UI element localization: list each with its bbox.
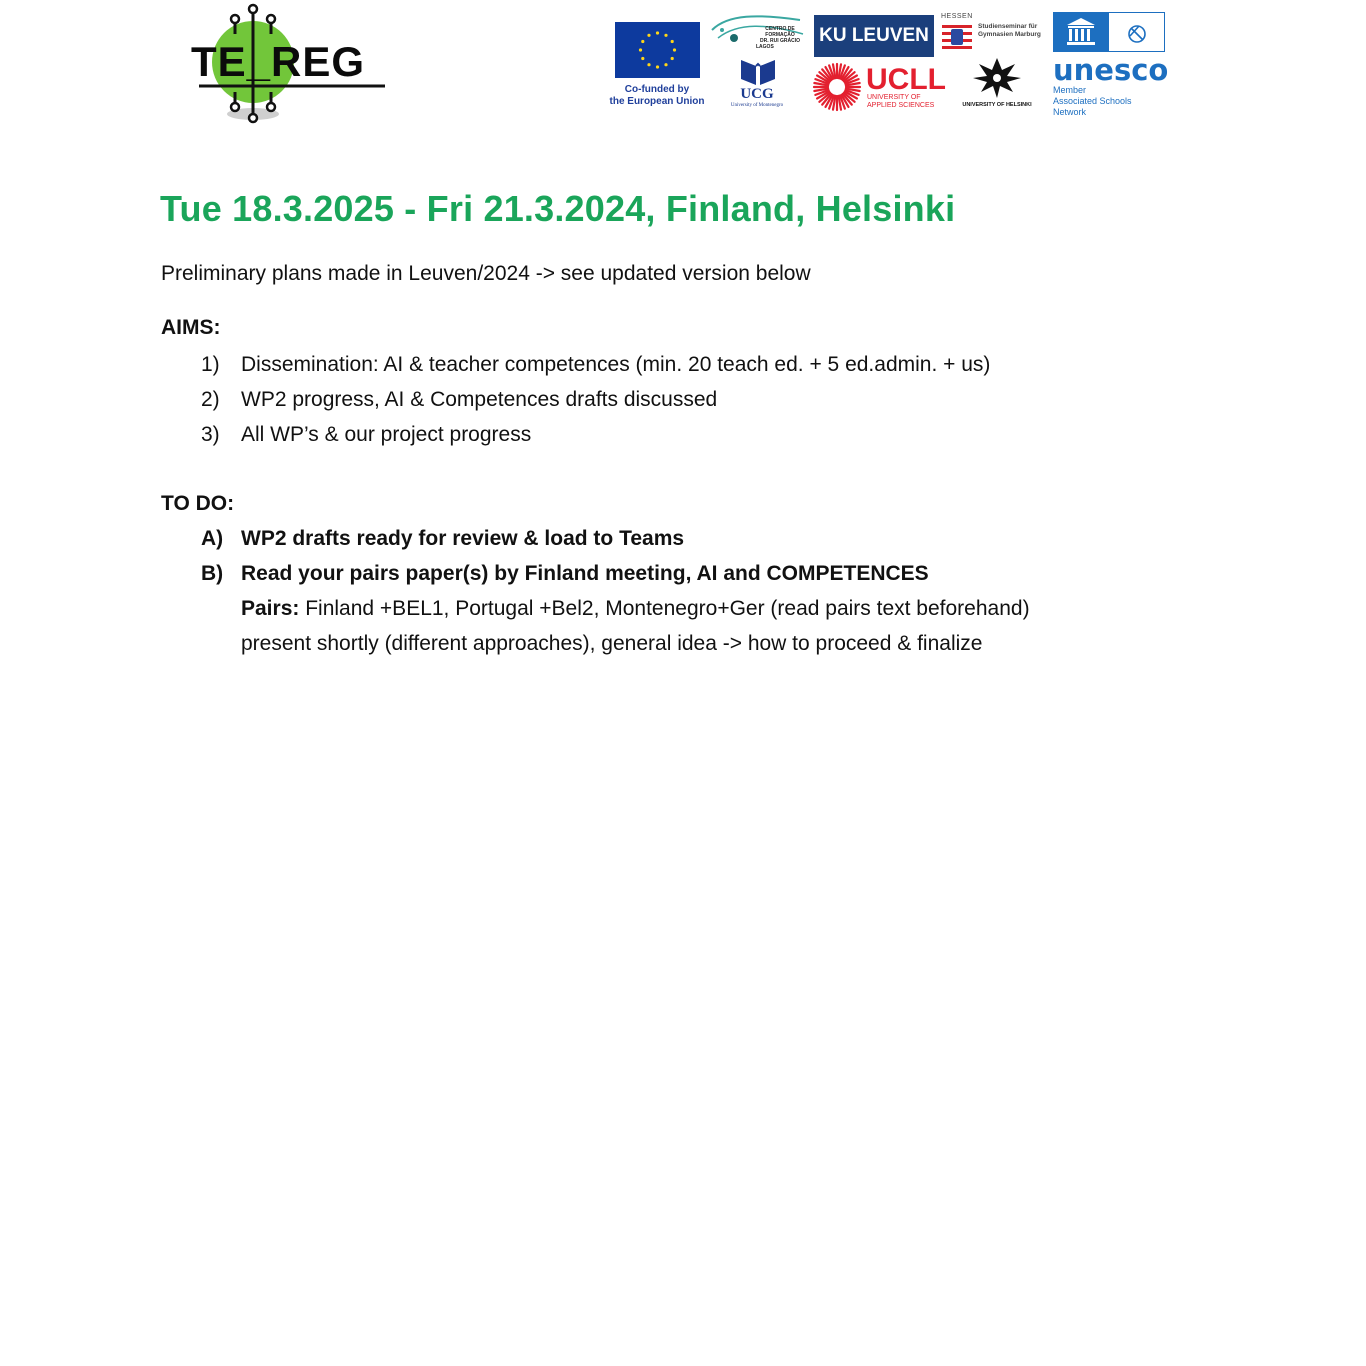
ucll-sub-line2: APPLIED SCIENCES (867, 102, 935, 109)
ucg-name: UCG (740, 86, 774, 102)
page-title: Tue 18.3.2025 - Fri 21.3.2024, Finland, Helsinki (160, 188, 956, 229)
cfrg-line2: DR. RUI GRÁCIO (760, 38, 800, 44)
ucll-name: UCLL (866, 63, 946, 96)
pairs-text: Finland +BEL1, Portugal +Bel2, Montenegro+Ger (read pairs text beforehand) (299, 597, 1030, 620)
unesco-temple-icon (1053, 12, 1165, 52)
unesco-sub: Member Associated Schools Network (1053, 85, 1132, 117)
ucg-logo (718, 56, 798, 112)
unesco-name: unesco (1053, 53, 1169, 87)
aims-item-text: Dissemination: AI & teacher competences (min. 20 teach ed. + 5 ed.admin. + us) (241, 353, 991, 376)
cfrg-line1: CENTRO DE FORMAÇÃO (765, 26, 795, 38)
cfrg-line3: LAGOS (756, 44, 774, 50)
kuleuven-logo (814, 15, 934, 57)
ucll-logo (812, 62, 946, 114)
helsinki-logo (952, 56, 1042, 114)
todo-item-text: Read your pairs paper(s) by Finland meeting, AI and COMPETENCES (241, 562, 929, 585)
hessen-crest-icon (942, 23, 972, 51)
tereg-logo-text: TE_REG (191, 38, 366, 85)
tereg-logo (185, 2, 390, 127)
aims-item-number: 2) (201, 388, 220, 411)
eu-cofunded-logo (606, 18, 708, 113)
aims-item-number: 1) (201, 353, 220, 376)
todo-item-letter: B) (201, 562, 224, 585)
ucll-sub (867, 94, 934, 110)
aims-heading: AIMS: (161, 316, 221, 339)
intro-text: Preliminary plans made in Leuven/2024 -> see updated version below (161, 262, 811, 285)
cfrg-logo (708, 12, 808, 54)
hessen-text (978, 23, 1041, 39)
hessen-line1: Studienseminar für (978, 23, 1038, 30)
eu-flag-icon (615, 22, 700, 78)
sunburst-icon (812, 62, 862, 112)
todo-item-letter: A) (201, 527, 224, 550)
hessen-label: HESSEN (941, 13, 973, 20)
unesco-logo (1052, 12, 1168, 120)
book-icon (738, 56, 778, 86)
aims-item-text: WP2 progress, AI & Competences drafts discussed (241, 388, 718, 411)
todo-item-text: WP2 drafts ready for review & load to Teams (241, 527, 685, 550)
eu-caption-line1: Co-funded by (624, 84, 690, 95)
ucll-sub-line1: UNIVERSITY OF (867, 94, 921, 101)
pairs-label: Pairs: (241, 597, 300, 620)
todo-heading: TO DO: (161, 492, 235, 515)
helsinki-flame-icon (971, 56, 1023, 100)
aims-item-number: 3) (201, 423, 220, 446)
ucg-sub: University of Montenegro (730, 103, 784, 108)
eu-caption (606, 84, 708, 108)
pairs-line (241, 597, 1030, 621)
followup-text: present shortly (different approaches), general idea -> how to proceed & finalize (241, 632, 983, 655)
kuleuven-name: KU LEUVEN (819, 25, 929, 46)
aims-item-text: All WP’s & our project progress (241, 423, 532, 446)
hessen-line2: Gymnasien Marburg (978, 31, 1041, 38)
helsinki-name: UNIVERSITY OF HELSINKI (962, 102, 1032, 108)
eu-caption-line2: the European Union (609, 96, 705, 107)
hessen-logo (940, 12, 1052, 54)
